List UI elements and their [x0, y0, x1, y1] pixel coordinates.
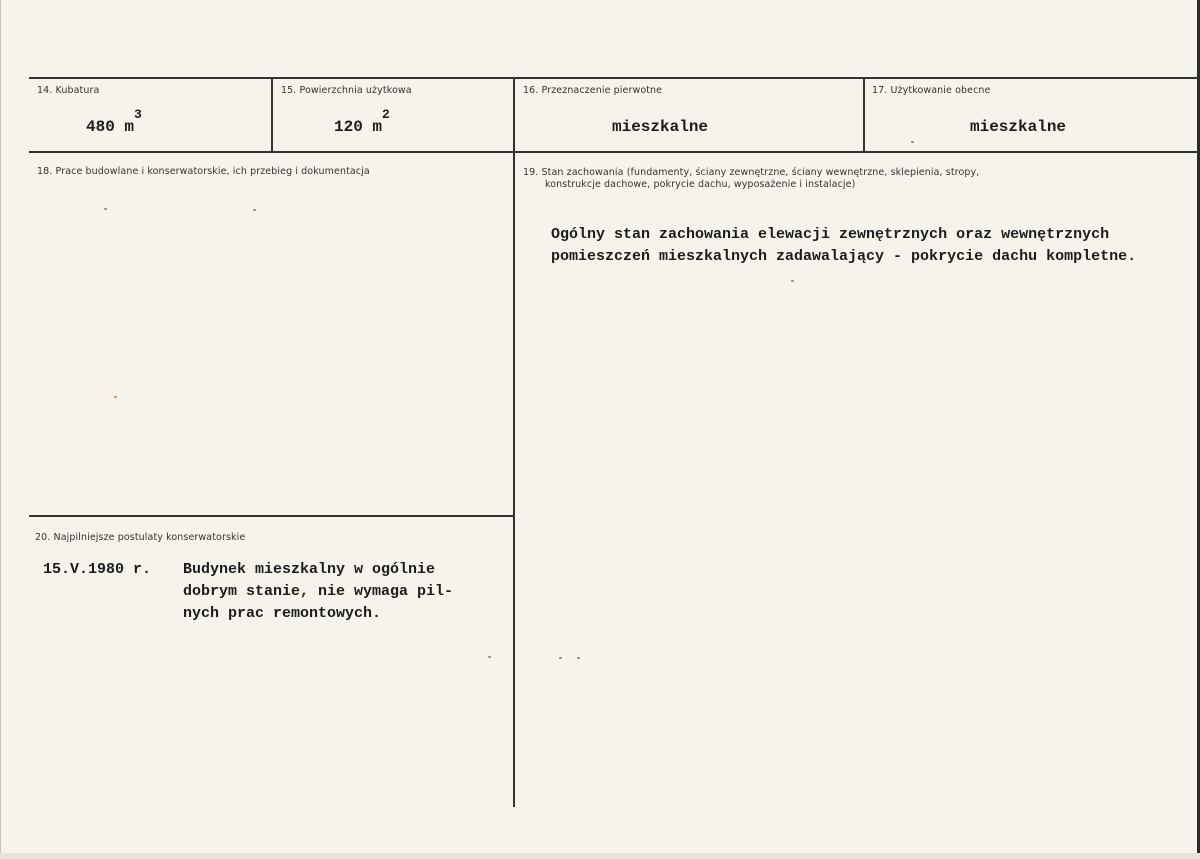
postulaty-text-line3: nych prac remontowych. — [183, 605, 382, 622]
uzytkowanie-label: 17. Użytkowanie obecne — [872, 85, 991, 96]
powierzchnia-value — [334, 107, 390, 136]
kubatura-value — [86, 107, 142, 136]
rule-col-c — [863, 77, 865, 153]
rule-section20-top — [29, 515, 513, 517]
postulaty-date: 15.V.1980 r. — [43, 561, 152, 578]
paper-speck — [791, 280, 794, 282]
paper-speck — [911, 141, 914, 143]
powierzchnia-label: 15. Powierzchnia użytkowa — [281, 85, 412, 96]
przeznaczenie-label: 16. Przeznaczenie pierwotne — [523, 85, 663, 96]
sheet-bottom-edge — [0, 853, 1200, 859]
postulaty-label: 20. Najpilniejsze postulaty konserwatorskie — [35, 532, 246, 543]
kubatura-exponent: 3 — [134, 107, 142, 122]
uzytkowanie-value: mieszkalne — [970, 118, 1067, 136]
paper-speck — [488, 656, 491, 658]
kubatura-label: 14. Kubatura — [37, 85, 100, 96]
stan-label-line1: 19. Stan zachowania (fundamenty, ściany zewnętrzne, ściany wewnętrzne, sklepienia, stropy, — [523, 167, 980, 178]
powierzchnia-exponent: 2 — [382, 107, 390, 122]
rule-col-b — [513, 77, 515, 807]
postulaty-text-line1: Budynek mieszkalny w ogólnie — [183, 561, 436, 578]
paper-speck — [114, 396, 117, 398]
paper-speck — [577, 657, 580, 659]
stan-text-line2: pomieszczeń mieszkalnych zadawalający - pokrycie dachu kompletne. — [551, 248, 1137, 265]
paper-speck — [559, 657, 562, 659]
stan-text-line1: Ogólny stan zachowania elewacji zewnętrznych oraz wewnętrznych — [551, 226, 1110, 243]
stan-label-line2: konstrukcje dachowe, pokrycie dachu, wyposażenie i instalacje) — [545, 179, 856, 190]
przeznaczenie-value: mieszkalne — [612, 118, 709, 136]
rule-row1-bottom — [29, 151, 1199, 153]
kubatura-number: 480 m — [86, 118, 135, 136]
rule-top — [29, 77, 1199, 79]
postulaty-text-line2: dobrym stanie, nie wymaga pil- — [183, 583, 454, 600]
paper-speck — [253, 209, 256, 211]
paper-speck — [104, 208, 107, 210]
powierzchnia-number: 120 m — [334, 118, 383, 136]
prace-label: 18. Prace budowlane i konserwatorskie, ich przebieg i dokumentacja — [37, 166, 370, 177]
rule-col-a — [271, 77, 273, 153]
